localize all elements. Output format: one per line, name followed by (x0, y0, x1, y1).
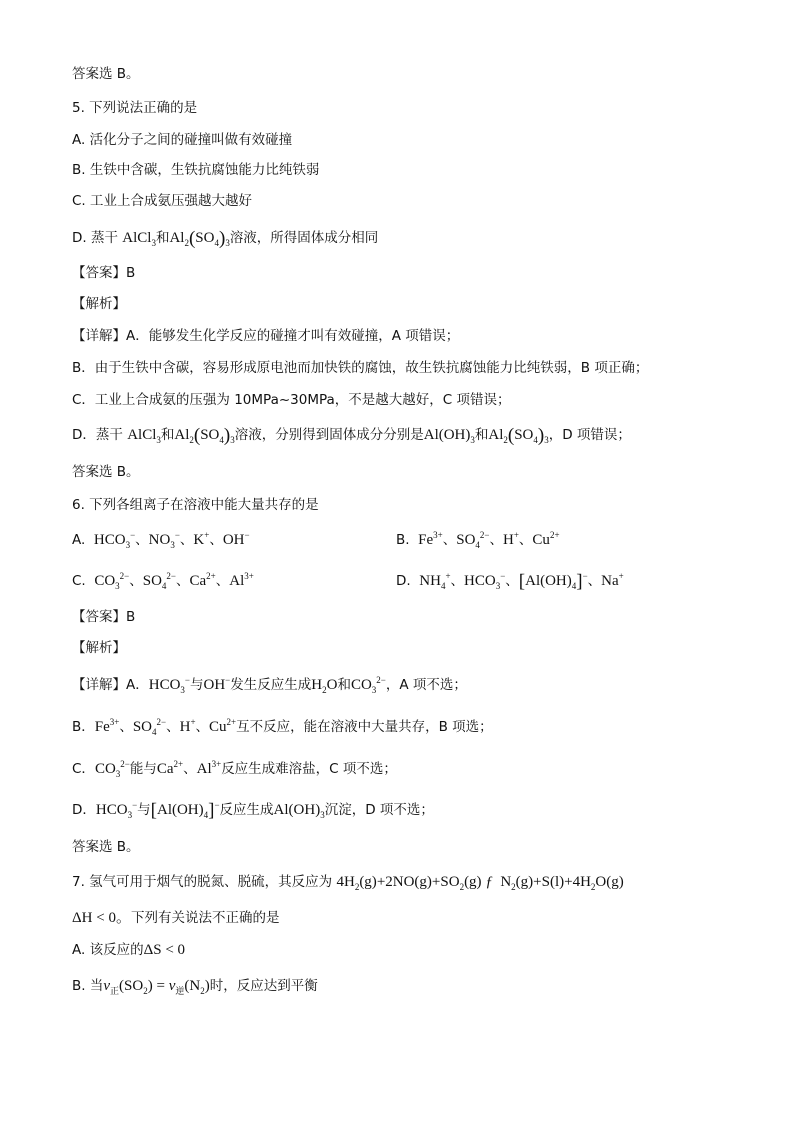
question-5-option-b: B. 生铁中含碳，生铁抗腐蚀能力比纯铁弱 (72, 162, 320, 178)
question-7-stem: 7. 氢气可用于烟气的脱氮、脱硫，其反应为 $4H_2(g)+2NO(g)+SO_2(g)$ ƒ $N_2(g)+S(l)+4H_2O(g)$ (72, 874, 624, 892)
question-6-stem: 6. 下列各组离子在溶液中能大量共存的是 (72, 497, 319, 513)
formula-al2so43: $Al_2(SO_4)_3$ (169, 228, 230, 249)
explanation-6-d: D．$HCO_3^-$与$[Al(OH)_4]^-$反应生成$Al(OH)_3$沉淀，D 项不选； (72, 800, 434, 821)
formula-alcl3: AlCl$_3$ (122, 230, 156, 248)
question-6-option-b: B. $Fe^{3+}$、$SO_4^{2-}$、H+、$Cu^{2+}$ (396, 530, 560, 550)
analysis-5-heading: 【解析】 (72, 296, 126, 312)
reaction-equation: $4H_2(g)+2NO(g)+SO_2(g)$ ƒ $N_2(g)+S(l)+4H_2O(g)$ (336, 874, 624, 892)
question-5-option-a: A. 活化分子之间的碰撞叫做有效碰撞 (72, 132, 293, 148)
question-6-option-a: A. $HCO_3^-$、$NO_3^-$、K+、OH− (72, 530, 250, 550)
explanation-5-d: D．蒸干 AlCl$_3$和$Al_2(SO_4)_3$溶液，分别得到固体成分分别是$Al(OH)_3$和$Al_2(SO_4)_3$，D 项错误； (72, 425, 631, 446)
answer-line: 答案选 B。 (72, 66, 140, 82)
question-7-option-b: B. 当$v_正(SO_2) = v_逆(N_2)$时，反应达到平衡 (72, 978, 318, 996)
answer-6: 【答案】B (72, 609, 136, 625)
question-6-option-d: D. $NH_4^+$、$HCO_3^-$、$[Al(OH)_4]^-$、Na+ (396, 571, 624, 592)
explanation-5-a: 【详解】A．能够发生化学反应的碰撞才叫有效碰撞，A 项错误； (72, 328, 460, 344)
question-6-option-c: C. $CO_3^{2-}$、$SO_4^{2-}$、$Ca^{2+}$、$Al^{3+}$ (72, 571, 254, 591)
question-7-option-a: A. 该反应的ΔS < 0 (72, 942, 186, 958)
explanation-5-c: C．工业上合成氨的压强为 10MPa~30MPa，不是越大越好，C 项错误； (72, 392, 511, 408)
explanation-6-b: B．$Fe^{3+}$、$SO_4^{2-}$、H+、$Cu^{2+}$互不反应，能在溶液中大量共存，B 项选； (72, 717, 493, 737)
explanation-6-c: C．$CO_3^{2-}$能与$Ca^{2+}$、$Al^{3+}$反应生成难溶盐，C 项不选； (72, 759, 397, 779)
question-5-stem: 5. 下列说法正确的是 (72, 100, 198, 116)
explanation-5-b: B．由于生铁中含碳，容易形成原电池而加快铁的腐蚀，故生铁抗腐蚀能力比纯铁弱，B 项正确； (72, 360, 649, 376)
question-5-option-c: C. 工业上合成氨压强越大越好 (72, 193, 253, 209)
answer-line: 答案选 B。 (72, 839, 140, 855)
answer-line: 答案选 B。 (72, 464, 140, 480)
explanation-6-a: 【详解】A．$HCO_3^-$与OH−发生反应生成$H_2O$和$CO_3^{2-}$，A 项不选； (72, 675, 467, 695)
question-7-condition: ΔH < 0。下列有关说法不正确的是 (72, 910, 280, 926)
analysis-6-heading: 【解析】 (72, 640, 126, 656)
question-5-option-d: D. 蒸干 AlCl$_3$和$Al_2(SO_4)_3$溶液，所得固体成分相同 (72, 228, 379, 249)
answer-5: 【答案】B (72, 265, 136, 281)
